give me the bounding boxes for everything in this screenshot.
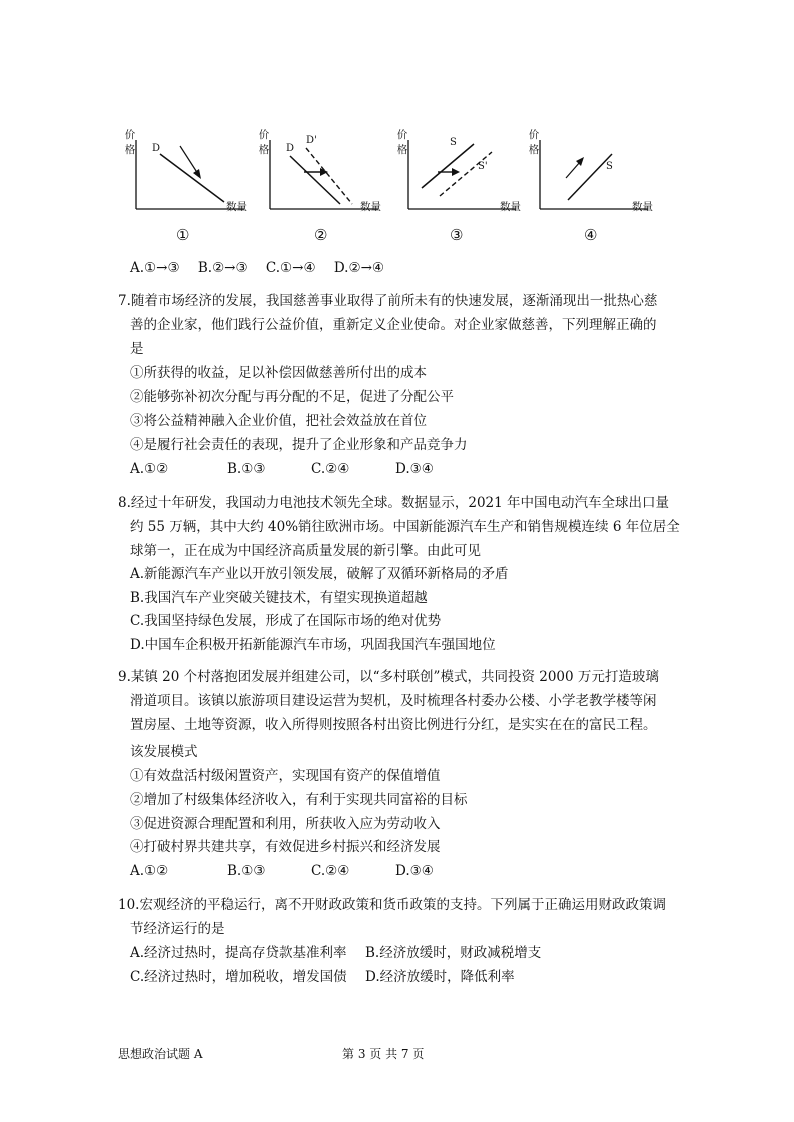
q7-stem-line-1: 7.随着市场经济的发展，我国慈善事业取得了前所未有的快速发展，逐渐涌现出一批热心慈 [118, 293, 658, 309]
graph-3-curve-label-s-prime: S' [478, 161, 488, 172]
q8-option-c: C.我国坚持绿色发展，形成了在国际市场的绝对优势 [130, 613, 442, 629]
q8-option-b: B.我国汽车产业突破关键技术，有望实现换道超越 [130, 590, 428, 606]
graph-4-number: ④ [584, 226, 598, 244]
q9-option-b: B.①③ [227, 863, 266, 879]
q7-item-4: ④是履行社会责任的表现，提升了企业形象和产品竞争力 [130, 437, 468, 453]
graph-2-curve-label-d: D [286, 143, 295, 154]
q8-option-d: D.中国车企积极开拓新能源汽车市场，巩固我国汽车强国地位 [130, 637, 496, 653]
footer-subject: 思想政治试题 A [118, 1047, 203, 1061]
q7-option-c: C.②④ [311, 461, 350, 477]
graph-2-y-label: 价 格 [258, 129, 270, 156]
q8-stem-line-1: 8.经过十年研发，我国动力电池技术领先全球。数据显示，2021 年中国电动汽车全球出口量 [118, 495, 670, 511]
q9-option-c: C.②④ [311, 863, 350, 879]
supply-demand-graphs [0, 0, 794, 250]
q9-option-a: A.①② [130, 863, 169, 879]
graph-4-plot [528, 122, 678, 222]
q9-stem-line-3: 置房屋、土地等资源，收入所得则按照各村出资比例进行分红，是实实在在的富民工程。 [130, 717, 657, 733]
q10-options-row-1 [130, 944, 541, 962]
graph-1-shift-arrow [180, 146, 198, 174]
q10-option-d: D.经济放缓时，降低利率 [365, 969, 515, 985]
graph-3 [396, 122, 546, 244]
graph-4-y-label: 价 格 [528, 129, 540, 156]
graph-1-plot [124, 122, 274, 222]
q7-options [130, 460, 434, 478]
q9-item-3: ③促进资源合理配置和利用，所获收入应为劳动收入 [130, 816, 441, 832]
q9-stem-line-4: 该发展模式 [130, 744, 198, 760]
graph-3-supply-curve-s-prime [440, 152, 492, 196]
graph-4-x-label: 数量 [632, 201, 653, 213]
graph-2-plot [258, 122, 408, 222]
q10-option-c: C.经济过热时，增加税收，增发国债 [130, 969, 347, 985]
graph-1-number: ① [176, 226, 190, 244]
q10-stem-line-1: 10.宏观经济的平稳运行，离不开财政政策和货币政策的支持。下列属于正确运用财政政策调 [118, 897, 666, 913]
q7-stem-line-3: 是 [130, 341, 144, 357]
graph-4-curve-label-s: S [606, 161, 613, 172]
graph-2 [258, 122, 408, 244]
graph-1-arrowhead [193, 169, 201, 179]
q8-stem-line-2: 约 55 万辆，其中大约 40%销往欧洲市场。中国新能源汽车生产和销售规模连续 6 年位居全 [130, 519, 680, 535]
q9-options [130, 862, 434, 880]
graph-1-y-label: 价 格 [124, 129, 136, 156]
q9-item-4: ④打破村界共建共享，有效促进乡村振兴和经济发展 [130, 839, 441, 855]
graph-3-supply-curve-s [422, 144, 474, 188]
q9-item-1: ①有效盘活村级闲置资产，实现国有资产的保值增值 [130, 768, 441, 784]
q10-option-b: B.经济放缓时，财政减税增支 [365, 945, 542, 961]
graph-1 [124, 122, 274, 244]
q10-options-row-2 [130, 968, 515, 986]
q7-option-d: D.③④ [395, 461, 434, 477]
graph-4-shift-arrow [566, 162, 580, 178]
graph-3-arrowhead [452, 168, 460, 176]
q9-item-2: ②增加了村级集体经济收入，有利于实现共同富裕的目标 [130, 792, 468, 808]
graph-1-demand-curve [160, 154, 224, 202]
q9-stem-line-1: 9.某镇 20 个村落抱团发展并组建公司，以“多村联创”模式，共同投资 2000 万元打造玻璃 [118, 669, 659, 685]
graph-3-y-label: 价 格 [396, 129, 408, 156]
q10-option-a: A.经济过热时，提高存贷款基准利率 [130, 945, 347, 961]
q6-option-c: C.①→④ [265, 260, 316, 276]
q10-stem-line-2: 节经济运行的是 [130, 921, 225, 937]
q7-stem-line-2: 善的企业家，他们践行公益价值，重新定义企业使命。对企业家做慈善，下列理解正确的 [130, 317, 657, 333]
graph-1-x-label: 数量 [226, 201, 247, 213]
graph-4 [528, 122, 678, 244]
graph-2-x-label: 数量 [360, 201, 381, 213]
q9-option-d: D.③④ [395, 863, 434, 879]
graph-3-x-label: 数量 [500, 201, 521, 213]
graph-1-curve-label-d: D [152, 143, 161, 154]
footer-page-info: 第 3 页 共 7 页 [342, 1047, 425, 1061]
graph-2-curve-label-d-prime: D' [306, 135, 317, 146]
q9-stem-line-2: 滑道项目。该镇以旅游项目建设运营为契机，及时梳理各村委办公楼、小学老教学楼等闲 [130, 693, 657, 709]
graph-2-number: ② [314, 226, 328, 244]
q6-option-b: B.②→③ [197, 260, 248, 276]
graph-3-number: ③ [450, 226, 464, 244]
graph-3-curve-label-s: S [450, 137, 457, 148]
q8-stem-line-3: 球第一，正在成为中国经济高质量发展的新引擎。由此可见 [130, 543, 481, 559]
graph-3-plot [396, 122, 546, 222]
q6-options [130, 259, 384, 277]
graph-2-demand-curve-d-prime [306, 148, 352, 204]
q7-item-3: ③将公益精神融入企业价值，把社会效益放在首位 [130, 413, 427, 429]
q7-item-2: ②能够弥补初次分配与再分配的不足，促进了分配公平 [130, 389, 454, 405]
q7-item-1: ①所获得的收益，足以补偿因做慈善所付出的成本 [130, 365, 427, 381]
q7-option-b: B.①③ [227, 461, 266, 477]
q6-option-d: D.②→④ [333, 260, 384, 276]
q8-option-a: A.新能源汽车产业以开放引领发展，破解了双循环新格局的矛盾 [130, 566, 509, 582]
q6-option-a: A.①→③ [130, 260, 180, 276]
q7-option-a: A.①② [130, 461, 169, 477]
